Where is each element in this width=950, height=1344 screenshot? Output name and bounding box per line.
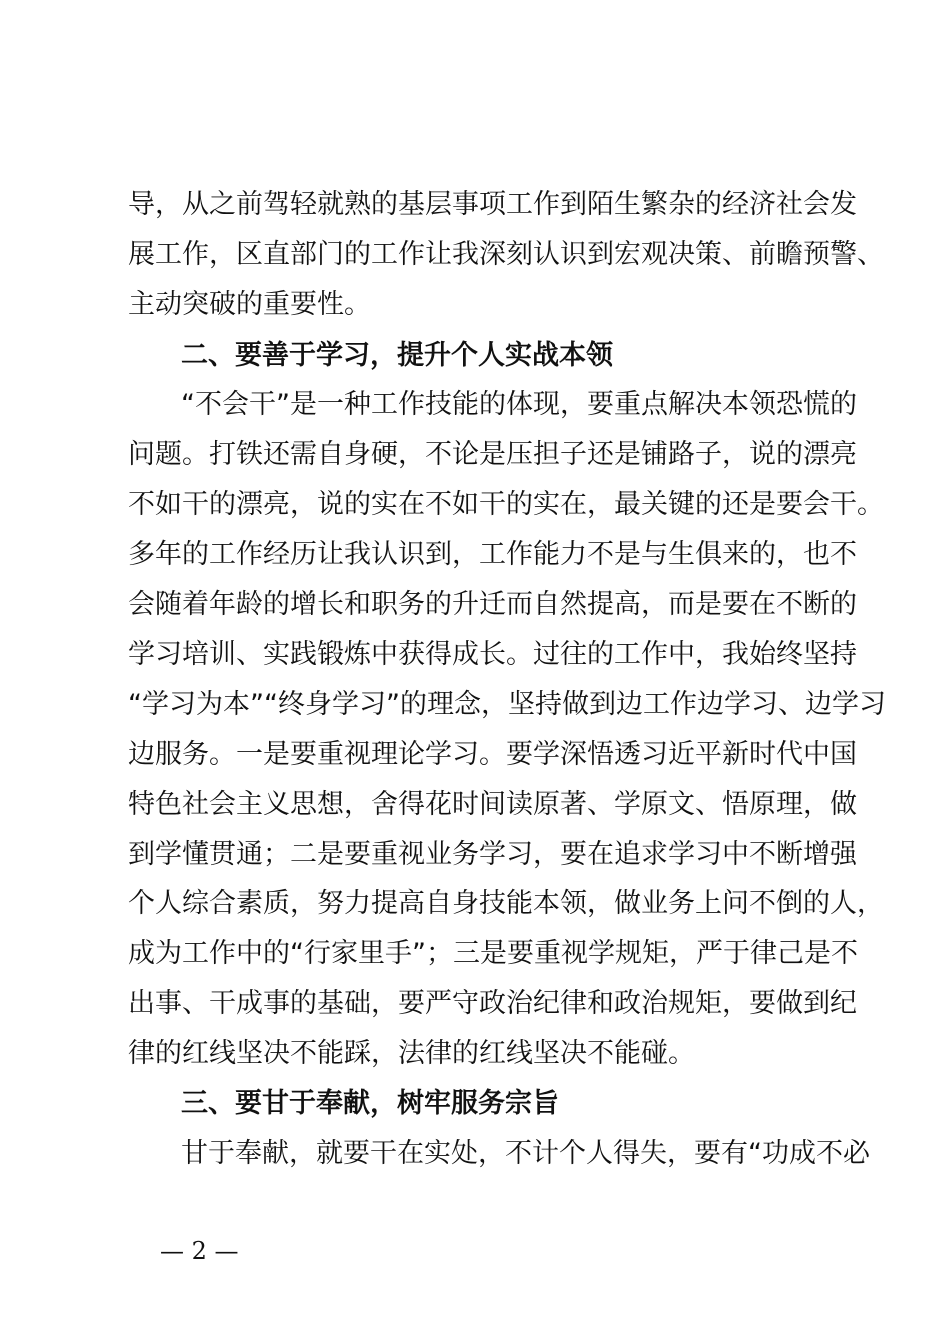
- body-text-line: 学习培训、实践锻炼中获得成长。过往的工作中，我始终坚持: [128, 639, 857, 670]
- body-text-line: 律的红线坚决不能踩，法律的红线坚决不能碰。: [128, 1038, 695, 1069]
- body-text-line: “不会干”是一种工作技能的体现，要重点解决本领恐慌的: [181, 389, 857, 420]
- body-text-line: 不如干的漂亮，说的实在不如干的实在，最关键的还是要会干。: [128, 489, 884, 520]
- body-text-line: 会随着年龄的增长和职务的升迁而自然提高，而是要在不断的: [128, 589, 857, 620]
- body-text-line: 甘于奉献，就要干在实处，不计个人得失，要有“功成不必: [181, 1138, 870, 1169]
- body-text-line: 展工作，区直部门的工作让我深刻认识到宏观决策、前瞻预警、: [128, 239, 884, 270]
- page-number: — 2 —: [160, 1237, 239, 1265]
- body-text-line: 个人综合素质，努力提高自身技能本领，做业务上问不倒的人，: [128, 888, 884, 919]
- body-text-line: 出事、干成事的基础，要严守政治纪律和政治规矩，要做到纪: [128, 988, 857, 1019]
- body-text-line: 成为工作中的“行家里手”；三是要重视学规矩，严于律己是不: [128, 938, 858, 969]
- body-text-line: 到学懂贯通；二是要重视业务学习，要在追求学习中不断增强: [128, 839, 857, 870]
- section-heading: 三、要甘于奉献，树牢服务宗旨: [181, 1088, 559, 1119]
- body-text-line: 问题。打铁还需自身硬，不论是压担子还是铺路子，说的漂亮: [128, 439, 857, 470]
- body-text-line: 多年的工作经历让我认识到，工作能力不是与生俱来的，也不: [128, 539, 857, 570]
- body-text-line: 主动突破的重要性。: [128, 289, 371, 320]
- section-heading: 二、要善于学习，提升个人实战本领: [181, 340, 613, 371]
- body-text-line: “学习为本”“终身学习”的理念，坚持做到边工作边学习、边学习: [128, 689, 886, 720]
- body-text-line: 导，从之前驾轻就熟的基层事项工作到陌生繁杂的经济社会发: [128, 189, 857, 220]
- body-text-line: 边服务。一是要重视理论学习。要学深悟透习近平新时代中国: [128, 739, 857, 770]
- body-text-line: 特色社会主义思想，舍得花时间读原著、学原文、悟原理，做: [128, 789, 857, 820]
